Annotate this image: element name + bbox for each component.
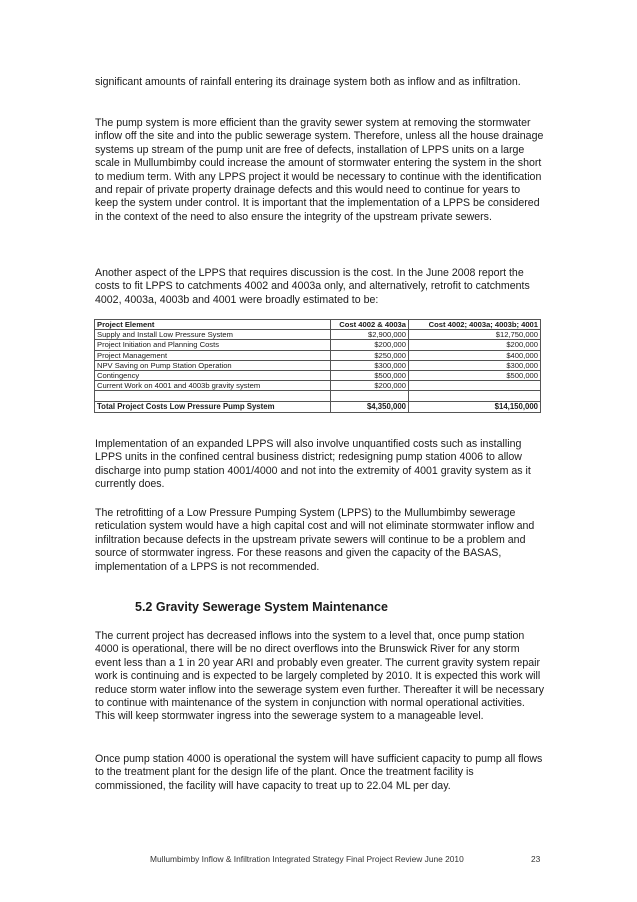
paragraph-current-project: The current project has decreased inflows into the system to a level that, once pump station 4000 is operational, there will be no direct overflows into the Brunswick River for any storm event less than a 1 in 20 year ARI and probably even greater. The current gravity system repair work is continuing and is expected to be largely completed by 2010. It is expected this work will reduce storm water inflow into the sewerage system even further. Thereafter it will be necessary to continue with maintenance of the system in conjunction with normal operational activities. This will keep stormwater ingress into the sewerage system to a manageable level. [95, 630, 545, 723]
table-cell: $200,000 [331, 381, 409, 391]
cost-table-header-row [95, 320, 541, 330]
table-cell: $300,000 [409, 360, 541, 370]
column-header-cost-4002-4003a: Cost 4002 & 4003a [331, 320, 409, 330]
table-total-row [95, 402, 541, 412]
table-cell [409, 381, 541, 391]
total-cost-all-catchments: $14,150,000 [409, 402, 541, 412]
paragraph-pump-efficiency: The pump system is more efficient than the gravity sewer system at removing the stormwater inflow off the site and into the public sewerage system. Therefore, unless all the house drainage systems up stream of the pump unit are free of defects, installation of LPPS units on a large scale in Mullumbimby could increase the amount of stormwater entering the system in the short to medium term. With any LPPS project it would be necessary to continue with the identification and repair of private property drainage defects and this would need to continue for years to keep the system under control. It is important that the implementation of a LPPS be considered in the context of the need to also ensure the integrity of the upstream private sewers. [95, 117, 544, 223]
table-row [95, 330, 541, 340]
table-cell: Project Initiation and Planning Costs [95, 340, 331, 350]
table-row [95, 381, 541, 391]
table-cell: $2,900,000 [331, 330, 409, 340]
table-cell: NPV Saving on Pump Station Operation [95, 360, 331, 370]
page-number: 23 [531, 854, 541, 864]
table-row [95, 340, 541, 350]
cost-table [94, 319, 541, 413]
column-header-project-element: Project Element [95, 320, 331, 330]
table-cell: $300,000 [331, 360, 409, 370]
table-cell: $200,000 [409, 340, 541, 350]
table-cell [409, 391, 541, 402]
table-cell: $250,000 [331, 350, 409, 360]
paragraph-lpps-not-recommended: The retrofitting of a Low Pressure Pumping System (LPPS) to the Mullumbimby sewerage reticulation system would have a high capital cost and will not eliminate stormwater inflow and infiltration because defects in the upstream private sewers will continue to be a problem and source of stormwater ingress. For these reasons and given the capacity of the BASAS, implementation of a LPPS is not recommended. [95, 507, 535, 573]
table-cell: Contingency [95, 371, 331, 381]
paragraph-lpps-cost: Another aspect of the LPPS that requires discussion is the cost. In the June 2008 report the costs to fit LPPS to catchments 4002 and 4003a only, and alternatively, retrofit to catchments 4002, 4003a, 4003b and 4001 were broadly estimated to be: [95, 267, 530, 306]
table-cell: Current Work on 4001 and 4003b gravity system [95, 381, 331, 391]
table-spacer-row [95, 391, 541, 402]
table-row [95, 371, 541, 381]
table-cell [95, 391, 331, 402]
table-cell: $12,750,000 [409, 330, 541, 340]
table-row [95, 350, 541, 360]
table-cell: $500,000 [409, 371, 541, 381]
table-cell: Project Management [95, 350, 331, 360]
paragraph-inflow-infiltration: significant amounts of rainfall entering its drainage system both as inflow and as infiltration. [95, 76, 521, 88]
table-cell: $200,000 [331, 340, 409, 350]
table-cell [331, 391, 409, 402]
table-cell: $400,000 [409, 350, 541, 360]
table-cell: Supply and Install Low Pressure System [95, 330, 331, 340]
page-footer: Mullumbimby Inflow & Infiltration Integrated Strategy Final Project Review June 2010 [150, 854, 464, 864]
table-row [95, 360, 541, 370]
total-label: Total Project Costs Low Pressure Pump System [95, 402, 331, 412]
paragraph-unquantified-costs: Implementation of an expanded LPPS will also involve unquantified costs such as installing LPPS units in the confined central business district; redesigning pump station 4006 to allow discharge into pump station 4001/4000 and not into the extremity of 4001 gravity system as it currently does. [95, 438, 531, 491]
paragraph-pump-station-capacity: Once pump station 4000 is operational the system will have sufficient capacity to pump all flows to the treatment plant for the design life of the plant. Once the treatment facility is commissioned, the facility will have capacity to treat up to 22.04 ML per day. [95, 753, 543, 792]
section-heading: 5.2 Gravity Sewerage System Maintenance [135, 600, 388, 614]
column-header-cost-all-catchments: Cost 4002; 4003a; 4003b; 4001 [409, 320, 541, 330]
total-cost-4002-4003a: $4,350,000 [331, 402, 409, 412]
table-cell: $500,000 [331, 371, 409, 381]
